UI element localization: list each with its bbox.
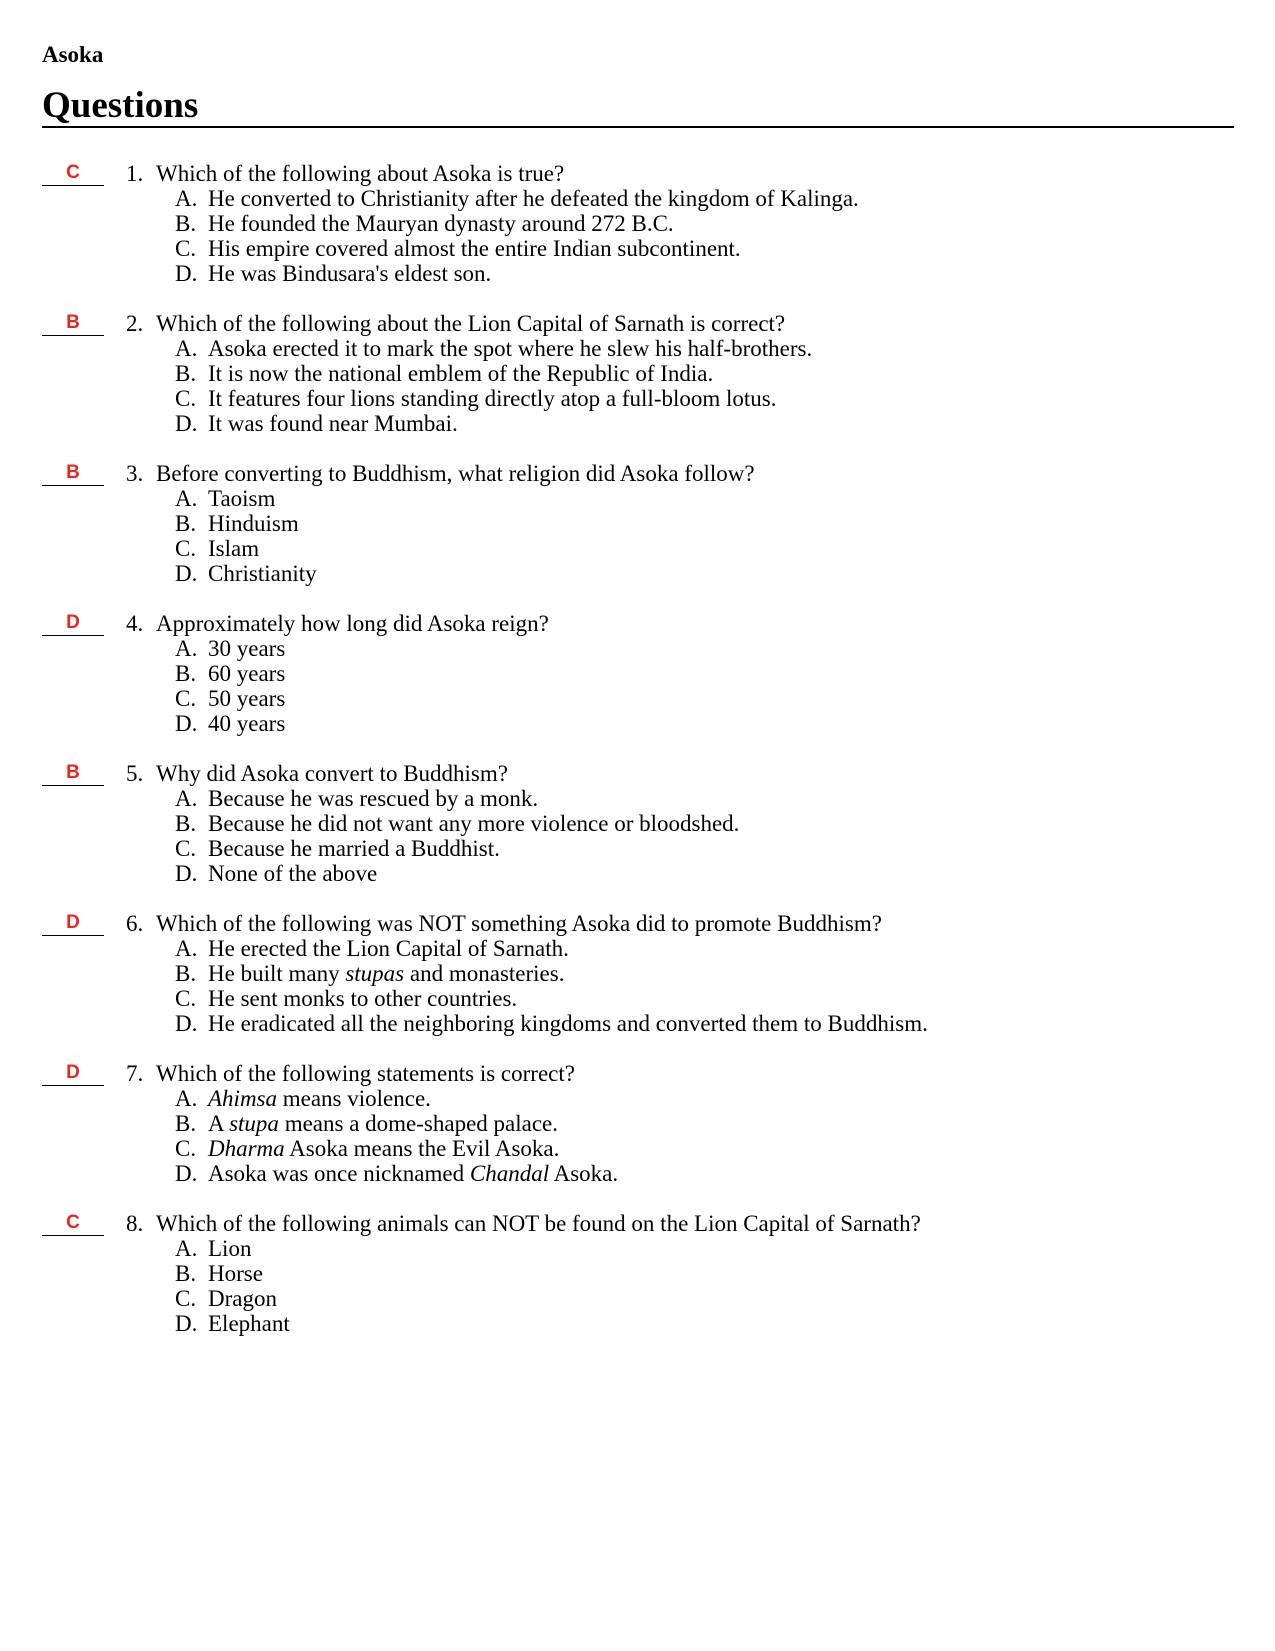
answer-blank-line [42, 1085, 104, 1086]
option-text: Taoism [208, 486, 276, 511]
question-number: 5. [126, 761, 144, 786]
question-text: Which of the following statements is correct? [156, 1061, 575, 1086]
answer-key-letter: C [66, 162, 80, 183]
question-text: Which of the following was NOT something Asoka did to promote Buddhism? [156, 911, 882, 936]
option-italic-term: Ahimsa [208, 1086, 277, 1111]
question-item [0, 1211, 1275, 1361]
option-text: Dragon [208, 1286, 277, 1311]
section-divider [42, 126, 1234, 128]
answer-option [175, 1236, 290, 1261]
option-italic-term: stupas [345, 961, 405, 986]
option-text: 50 years [208, 686, 286, 711]
option-text: Lion [208, 1236, 252, 1261]
option-letter: D. [175, 261, 198, 286]
answer-option [175, 236, 859, 261]
answer-option [175, 686, 285, 711]
option-letter: A. [175, 636, 198, 661]
answer-option [175, 1311, 290, 1336]
option-text: means violence. [277, 1086, 431, 1111]
option-letter: B. [175, 361, 197, 386]
option-letter: A. [175, 1086, 198, 1111]
option-letter: A. [175, 936, 198, 961]
question-number: 2. [126, 311, 144, 336]
document-header-title: Asoka [42, 42, 104, 67]
answer-option [175, 861, 739, 886]
question-item [0, 311, 1275, 461]
option-text: He erected the Lion Capital of Sarnath. [208, 936, 569, 961]
answer-option [175, 386, 812, 411]
question-number: 4. [126, 611, 144, 636]
option-letter: B. [175, 511, 197, 536]
question-item [0, 611, 1275, 761]
answer-option [175, 336, 812, 361]
option-text: 40 years [208, 711, 286, 736]
answer-option [175, 261, 859, 286]
answer-options [175, 486, 317, 586]
question-item [0, 461, 1275, 611]
option-letter: D. [175, 1311, 198, 1336]
option-italic-term: Dharma [208, 1136, 285, 1161]
answer-option [175, 486, 317, 511]
option-letter: A. [175, 1236, 198, 1261]
answer-key-letter: B [66, 762, 80, 783]
option-letter: B. [175, 961, 197, 986]
answer-blank-line [42, 185, 104, 186]
answer-option [175, 1261, 290, 1286]
answer-option [175, 1286, 290, 1311]
question-text: Approximately how long did Asoka reign? [156, 611, 549, 636]
question-number: 8. [126, 1211, 144, 1236]
answer-option [175, 561, 317, 586]
option-letter: C. [175, 686, 197, 711]
option-letter: B. [175, 661, 197, 686]
answer-option [175, 836, 739, 861]
question-text: Which of the following about the Lion Capital of Sarnath is correct? [156, 311, 786, 336]
option-text: He converted to Christianity after he defeated the kingdom of Kalinga. [208, 186, 859, 211]
answer-option [175, 636, 285, 661]
answer-options [175, 636, 285, 736]
option-letter: D. [175, 1011, 198, 1036]
option-letter: B. [175, 211, 197, 236]
answer-option [175, 811, 739, 836]
option-letter: C. [175, 1136, 197, 1161]
answer-option [175, 986, 928, 1011]
answer-key-letter: D [66, 912, 80, 933]
answer-blank-line [42, 635, 104, 636]
answer-options [175, 1236, 290, 1336]
option-text: He built many [208, 961, 346, 986]
option-letter: A. [175, 486, 198, 511]
option-text: He eradicated all the neighboring kingdoms and converted them to Buddhism. [208, 1011, 928, 1036]
option-text: It features four lions standing directly atop a full-bloom lotus. [208, 386, 777, 411]
option-text: Because he was rescued by a monk. [208, 786, 539, 811]
option-letter: A. [175, 336, 198, 361]
option-text: It was found near Mumbai. [208, 411, 458, 436]
option-text: Horse [208, 1261, 263, 1286]
option-text: 30 years [208, 636, 286, 661]
answer-option [175, 1161, 618, 1186]
question-text: Before converting to Buddhism, what religion did Asoka follow? [156, 461, 755, 486]
answer-option [175, 711, 285, 736]
option-text: Christianity [208, 561, 317, 586]
question-number: 7. [126, 1061, 144, 1086]
option-text: He was Bindusara's eldest son. [208, 261, 492, 286]
option-letter: D. [175, 1161, 198, 1186]
option-text: His empire covered almost the entire Indian subcontinent. [208, 236, 741, 261]
option-text: Islam [208, 536, 260, 561]
answer-option [175, 936, 928, 961]
option-text: Asoka was once nicknamed [208, 1161, 470, 1186]
option-text: Asoka erected it to mark the spot where he slew his half-brothers. [208, 336, 813, 361]
option-letter: D. [175, 561, 198, 586]
option-text: Elephant [208, 1311, 290, 1336]
answer-key-letter: D [66, 1062, 80, 1083]
option-letter: A. [175, 786, 198, 811]
option-italic-term: Chandal [469, 1161, 550, 1186]
option-text: Because he did not want any more violence or bloodshed. [208, 811, 740, 836]
option-text: A [208, 1111, 230, 1136]
question-text: Which of the following about Asoka is true? [156, 161, 565, 186]
answer-blank-line [42, 485, 104, 486]
answer-blank-line [42, 935, 104, 936]
question-item [0, 1061, 1275, 1211]
question-number: 1. [126, 161, 144, 186]
answer-option [175, 1011, 928, 1036]
option-letter: A. [175, 186, 198, 211]
option-italic-term: stupa [229, 1111, 279, 1136]
option-letter: D. [175, 861, 198, 886]
option-letter: D. [175, 711, 198, 736]
answer-options [175, 336, 812, 436]
section-title: Questions [42, 85, 199, 126]
answer-options [175, 786, 739, 886]
option-letter: B. [175, 811, 197, 836]
answer-option [175, 511, 317, 536]
answer-blank-line [42, 1235, 104, 1236]
answer-options [175, 1086, 618, 1186]
answer-key-letter: B [66, 312, 80, 333]
answer-key-letter: C [66, 1212, 80, 1233]
answer-option [175, 1086, 618, 1111]
option-text: 60 years [208, 661, 286, 686]
option-letter: C. [175, 386, 197, 411]
option-text: None of the above [208, 861, 378, 886]
option-text: Hinduism [208, 511, 299, 536]
option-letter: C. [175, 236, 197, 261]
answer-option [175, 961, 928, 986]
option-text: Because he married a Buddhist. [208, 836, 500, 861]
option-text: Asoka means the Evil Asoka. [284, 1136, 560, 1161]
option-letter: C. [175, 536, 197, 561]
option-text: and monasteries. [404, 961, 565, 986]
questions-list [0, 161, 1275, 1361]
answer-blank-line [42, 335, 104, 336]
option-text: means a dome-shaped palace. [278, 1111, 559, 1136]
option-text: He sent monks to other countries. [208, 986, 518, 1011]
question-number: 6. [126, 911, 144, 936]
question-text: Which of the following animals can NOT be found on the Lion Capital of Sarnath? [156, 1211, 921, 1236]
option-text: It is now the national emblem of the Republic of India. [208, 361, 714, 386]
answer-options [175, 936, 928, 1036]
option-letter: B. [175, 1261, 197, 1286]
answer-key-letter: B [66, 462, 80, 483]
option-letter: C. [175, 986, 197, 1011]
answer-option [175, 786, 739, 811]
question-item [0, 761, 1275, 911]
option-letter: C. [175, 836, 197, 861]
answer-options [175, 186, 859, 286]
answer-option [175, 1136, 618, 1161]
question-item [0, 911, 1275, 1061]
answer-option [175, 536, 317, 561]
answer-option [175, 361, 812, 386]
option-letter: C. [175, 1286, 197, 1311]
question-number: 3. [126, 461, 144, 486]
answer-option [175, 186, 859, 211]
option-text: He founded the Mauryan dynasty around 272 B.C. [208, 211, 674, 236]
answer-key-letter: D [66, 612, 80, 633]
option-letter: D. [175, 411, 198, 436]
answer-option [175, 661, 285, 686]
answer-blank-line [42, 785, 104, 786]
question-item [0, 161, 1275, 311]
question-text: Why did Asoka convert to Buddhism? [156, 761, 508, 786]
answer-option [175, 211, 859, 236]
option-letter: B. [175, 1111, 197, 1136]
answer-option [175, 1111, 618, 1136]
answer-option [175, 411, 812, 436]
option-text: Asoka. [549, 1161, 619, 1186]
